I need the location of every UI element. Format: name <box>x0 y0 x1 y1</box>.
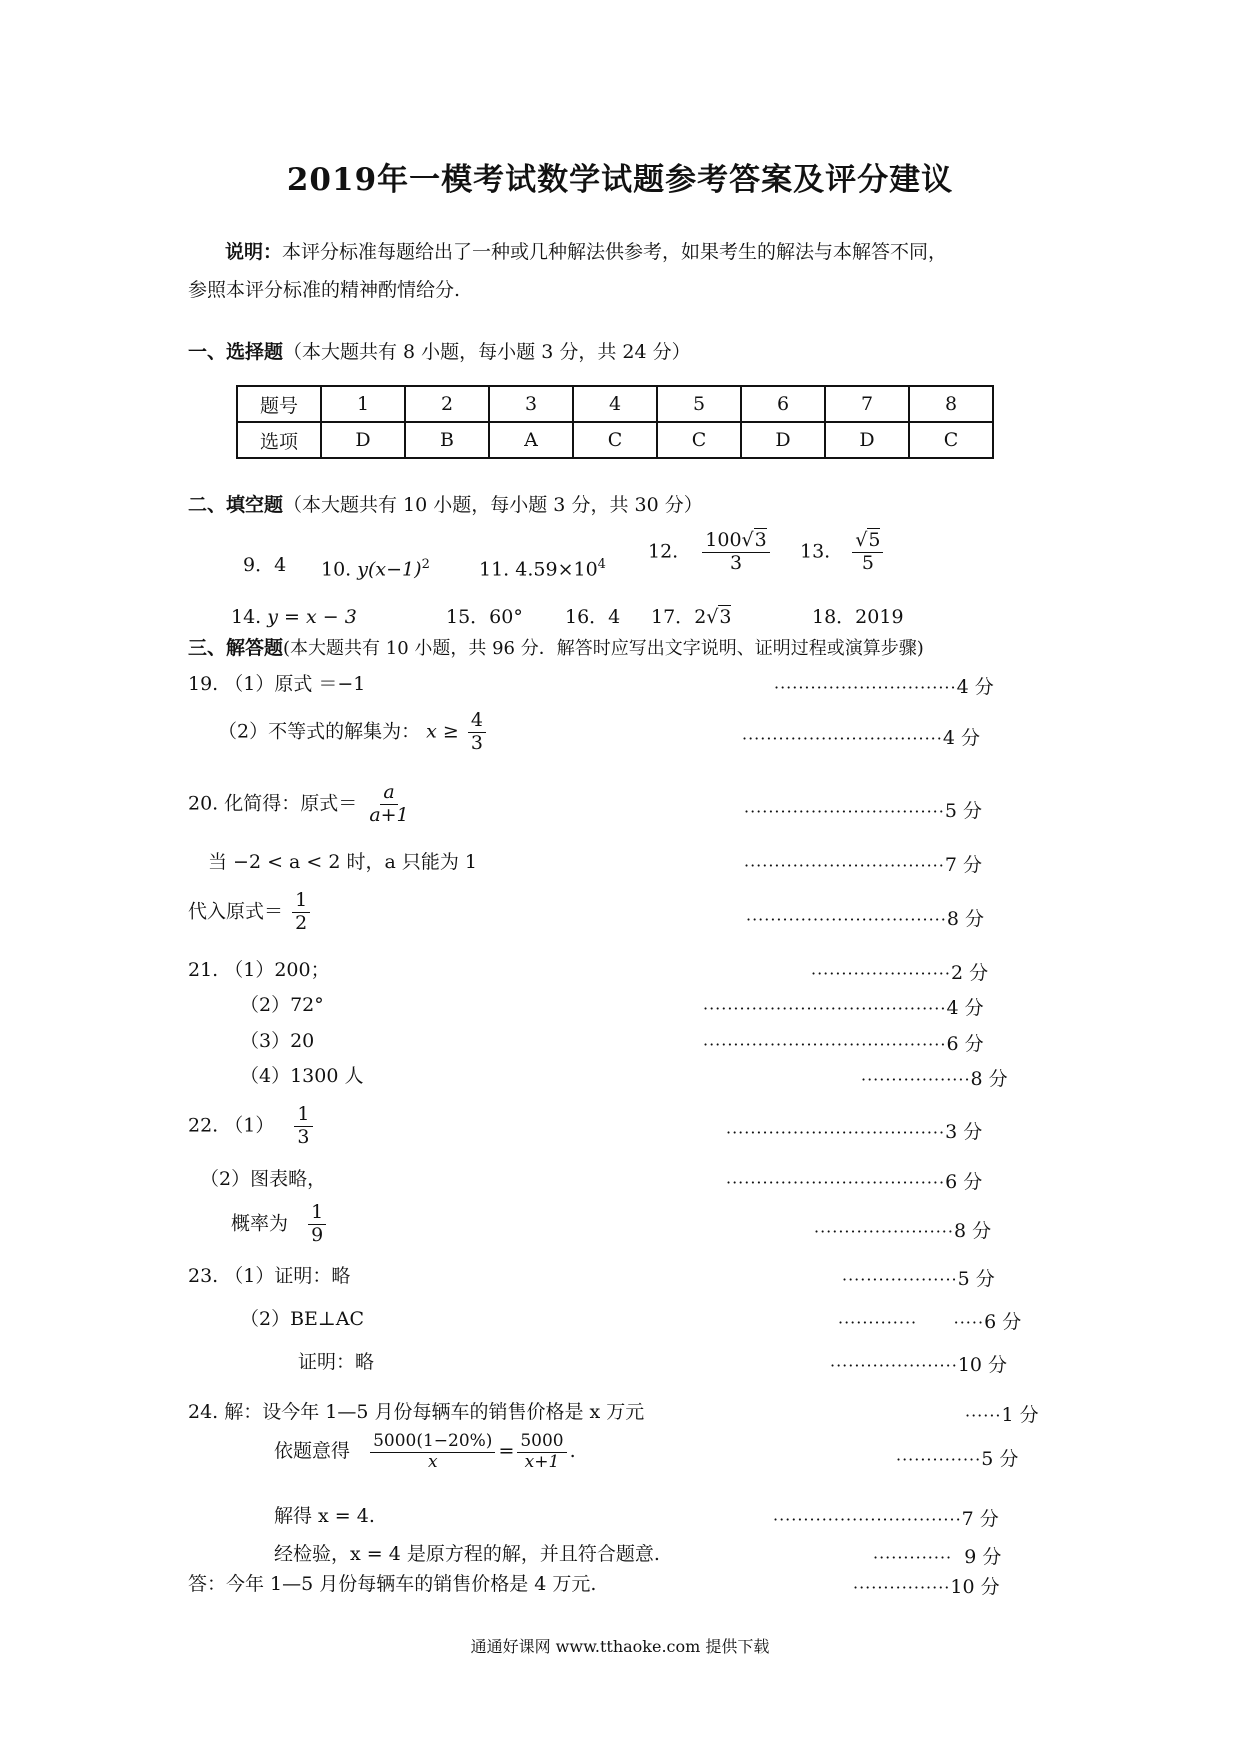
q24-line2-text: 依题意得 <box>274 1440 351 1463</box>
fill-q15: 15．60° <box>446 606 523 628</box>
page-title: 2019年一模考试数学试题参考答案及评分建议 <box>286 162 954 198</box>
fill-q13 <box>800 530 886 575</box>
q21-part3: （3）20 <box>240 1030 315 1052</box>
q24-line1: 24. 解：设今年 1—5 月份每辆车的销售价格是 x 万元 <box>188 1401 645 1423</box>
table-cell: C <box>909 422 993 458</box>
q24-right-denom: x+1 <box>524 1451 560 1472</box>
fill-q12-rad: 3 <box>754 529 767 551</box>
leader-dots: ································· <box>744 856 945 875</box>
leader-dots: ··················· <box>842 1270 958 1289</box>
score-q22-2-value: 6 分 <box>945 1171 983 1193</box>
table-cell: 3 <box>489 386 573 422</box>
score-q23-2-value: 6 分 <box>984 1311 1022 1333</box>
score-q23-1-value: 5 分 <box>957 1268 995 1290</box>
fill-q11 <box>479 553 606 581</box>
note-line-2: 参照本评分标准的精神酌情给分. <box>188 279 461 301</box>
q20-part-c <box>188 890 313 935</box>
score-q21-1-value: 2 分 <box>950 962 989 984</box>
leader-dots: ············· <box>873 1548 965 1567</box>
score-q24-4-value: 9 分 <box>964 1546 1002 1568</box>
q23-part1: 23. （1）证明：略 <box>188 1265 351 1287</box>
q23-part2: （2）BE⊥AC <box>240 1308 365 1330</box>
q20-part-c-text: 代入原式＝ <box>188 900 284 923</box>
q23-part3: 证明：略 <box>298 1351 375 1373</box>
score-q21-4 <box>861 1064 1008 1091</box>
score-q20-c-value: 8 分 <box>946 908 984 930</box>
fill-q12-numer: 100 <box>705 529 742 551</box>
q19-part2-fraction <box>468 710 486 755</box>
q24-right-fraction <box>517 1432 566 1472</box>
fill-q10 <box>321 553 430 581</box>
fill-q13-denom: 5 <box>861 551 874 574</box>
score-q24-3 <box>773 1504 999 1531</box>
fill-q14 <box>231 605 357 629</box>
note-label: 说明： <box>225 241 283 263</box>
q22-part3-numer: 1 <box>308 1202 326 1225</box>
table-cell: 5 <box>657 386 741 422</box>
fill-q18: 18．2019 <box>812 606 904 628</box>
table-cell: 8 <box>909 386 993 422</box>
table-cell: B <box>405 422 489 458</box>
table-cell: 4 <box>573 386 657 422</box>
fill-q13-rad: 5 <box>868 529 881 551</box>
section-1-heading <box>188 340 691 364</box>
score-q23-3 <box>830 1350 1007 1377</box>
table-row-label: 题号 <box>237 386 321 422</box>
score-q21-2 <box>703 993 984 1020</box>
section-3-label: 三、解答题 <box>188 637 284 659</box>
score-q24-2 <box>896 1444 1018 1471</box>
answer-table-number-row <box>237 386 993 422</box>
fill-q13-fraction <box>852 530 883 575</box>
q24-line4: 经检验，x = 4 是原方程的解，并且符合题意. <box>274 1543 660 1565</box>
score-q24-5-value: 10 分 <box>950 1576 1000 1598</box>
fill-q10-exp: 2 <box>421 557 430 572</box>
score-q24-3-value: 7 分 <box>961 1508 999 1530</box>
fill-q14-num: 14. <box>231 606 262 628</box>
score-q20-c <box>746 904 984 931</box>
q22-part1-fraction <box>294 1104 312 1149</box>
q24-period: . <box>569 1440 576 1463</box>
q21-part4: （4）1300 人 <box>240 1065 364 1087</box>
note-line-1 <box>225 240 947 264</box>
score-q24-1-value: 1 分 <box>1001 1404 1039 1426</box>
score-q19-2-value: 4 分 <box>942 727 980 749</box>
score-q19-1 <box>774 672 994 699</box>
section-1-desc: （本大题共有 8 小题，每小题 3 分，共 24 分） <box>283 341 691 363</box>
q22-part1 <box>188 1104 316 1149</box>
q19-part2-denom: 3 <box>470 731 483 754</box>
fill-q17-rad: 3 <box>719 606 732 628</box>
table-cell: D <box>321 422 405 458</box>
q24-left-fraction <box>370 1432 495 1472</box>
table-cell: C <box>657 422 741 458</box>
section-3-desc: (本大题共有 10 小题，共 96 分．解答时应写出文字说明、证明过程或演算步骤) <box>283 638 924 659</box>
section-2-desc: （本大题共有 10 小题，每小题 3 分，共 30 分） <box>283 494 703 516</box>
q20-part-a <box>188 782 415 827</box>
q21-part1: 21. （1）200； <box>188 959 330 981</box>
q24-line5: 答：今年 1—5 月份每辆车的销售价格是 4 万元. <box>188 1573 597 1595</box>
score-q23-3-value: 10 分 <box>957 1354 1008 1376</box>
fill-q14-expr: y = x − 3 <box>267 606 357 628</box>
score-q20-b <box>744 850 982 877</box>
score-q21-3-value: 6 分 <box>946 1033 984 1055</box>
q20-part-c-fraction <box>292 890 310 935</box>
leader-dots: ······················· <box>814 1222 954 1241</box>
leader-dots: ················ <box>853 1578 951 1597</box>
table-cell: 2 <box>405 386 489 422</box>
score-q22-3-value: 8 分 <box>953 1220 992 1242</box>
leader-dots: ···································· <box>726 1123 946 1142</box>
fraction-numerator: 100√3 <box>702 530 769 553</box>
fill-q17: 17．2√3 <box>651 606 732 628</box>
note-text-1: 本评分标准每题给出了一种或几种解法供参考，如果考生的解法与本解答不同， <box>282 241 948 263</box>
q20-part-c-numer: 1 <box>292 890 310 913</box>
q24-line3: 解得 x = 4. <box>274 1505 375 1527</box>
leader-dots: ······························· <box>773 1510 962 1529</box>
score-q23-1 <box>842 1264 995 1291</box>
score-q23-2 <box>838 1307 1021 1334</box>
leader-dots: ············· ····· <box>838 1313 985 1332</box>
q22-part3-denom: 9 <box>311 1223 324 1246</box>
page-footer: 通通好课网 www.tthaoke.com 提供下载 <box>470 1637 770 1656</box>
fill-q11-num: 11. <box>479 558 510 581</box>
q22-part3-text: 概率为 <box>231 1212 289 1235</box>
q22-part3 <box>231 1202 329 1247</box>
q19-part1: 19. （1）原式 ＝−1 <box>188 673 366 695</box>
q19-part2-text: （2）不等式的解集为： <box>218 720 421 743</box>
table-row-label: 选项 <box>237 422 321 458</box>
q20-part-b: 当 −2 < a < 2 时，a 只能为 1 <box>208 851 477 873</box>
fraction-numerator: √5 <box>852 530 883 553</box>
leader-dots: ······················· <box>811 964 951 983</box>
fill-q13-num: 13. <box>800 540 831 563</box>
q20-part-c-denom: 2 <box>295 911 308 934</box>
leader-dots: ·················· <box>861 1070 971 1089</box>
fill-q12-fraction <box>702 530 769 575</box>
fill-q11-expr: 4.59×10 <box>515 558 598 581</box>
table-cell: 7 <box>825 386 909 422</box>
table-cell: D <box>741 422 825 458</box>
leader-dots: ································· <box>746 910 947 929</box>
q20-denom: a+1 <box>369 803 409 826</box>
leader-dots: ······ <box>965 1406 1002 1425</box>
score-q21-1 <box>811 958 988 985</box>
table-cell: D <box>825 422 909 458</box>
q20-fraction <box>366 782 411 827</box>
q24-left-denom: x <box>427 1451 438 1472</box>
section-1-label: 一、选择题 <box>188 341 284 363</box>
q24-left-numer: 5000(1−20%) <box>370 1432 495 1453</box>
q24-right-numer: 5000 <box>517 1432 566 1453</box>
fill-q16: 16．4 <box>565 606 621 628</box>
leader-dots: ································· <box>744 802 945 821</box>
answer-table <box>236 385 994 459</box>
fill-q12-denom: 3 <box>729 551 743 574</box>
fill-q10-num: 10. <box>321 558 352 581</box>
score-q22-3 <box>814 1216 991 1243</box>
leader-dots: ·············· <box>896 1450 982 1469</box>
leader-dots: ······························ <box>774 678 957 697</box>
score-q24-1 <box>965 1400 1039 1427</box>
leader-dots: ····················· <box>830 1356 958 1375</box>
fill-q12-num: 12. <box>648 540 679 563</box>
score-q19-2 <box>742 723 980 750</box>
leader-dots: ···································· <box>726 1173 946 1192</box>
score-q22-2 <box>726 1167 982 1194</box>
q24-equals: = <box>498 1440 515 1463</box>
q19-part2-expr: x ≥ <box>426 720 459 743</box>
fill-q12 <box>648 530 773 575</box>
leader-dots: ········································ <box>703 999 947 1018</box>
section-2-heading <box>188 493 703 517</box>
section-2-label: 二、填空题 <box>188 494 284 516</box>
q20-numer: a <box>380 782 397 805</box>
q22-part1-numer: 1 <box>294 1104 312 1127</box>
section-3-heading <box>188 636 924 661</box>
table-cell: A <box>489 422 573 458</box>
table-cell: 6 <box>741 386 825 422</box>
score-q19-1-value: 4 分 <box>956 676 994 698</box>
q22-part3-fraction <box>308 1202 326 1247</box>
q20-part-a-text: 20. 化简得：原式＝ <box>188 792 358 815</box>
score-q20-b-value: 7 分 <box>944 854 982 876</box>
q24-line2 <box>274 1432 576 1472</box>
table-cell: 1 <box>321 386 405 422</box>
leader-dots: ································· <box>742 729 943 748</box>
score-q21-4-value: 8 分 <box>970 1068 1008 1090</box>
leader-dots: ········································ <box>703 1035 947 1054</box>
q22-part1-denom: 3 <box>297 1125 310 1148</box>
q19-part2 <box>218 710 489 755</box>
score-q20-a-value: 5 分 <box>944 800 982 822</box>
answer-table-option-row <box>237 422 993 458</box>
fill-q11-exp: 4 <box>597 557 606 572</box>
fill-q10-expr: y(x−1) <box>357 558 422 581</box>
q21-part2: （2）72° <box>240 994 324 1016</box>
q22-part1-text: 22. （1） <box>188 1114 275 1137</box>
q19-part2-numer: 4 <box>468 710 486 733</box>
fill-q17-coef: 2 <box>694 606 707 628</box>
score-q24-5 <box>853 1572 1000 1599</box>
score-q22-1 <box>726 1117 982 1144</box>
score-q24-2-value: 5 分 <box>981 1448 1019 1470</box>
score-q22-1-value: 3 分 <box>945 1121 983 1143</box>
fill-q9: 9．4 <box>243 554 287 576</box>
q22-part2: （2）图表略， <box>200 1168 327 1190</box>
score-q20-a <box>744 796 982 823</box>
score-q21-2-value: 4 分 <box>946 997 984 1019</box>
score-q24-4 <box>873 1542 1001 1569</box>
fill-q17-num: 17． <box>651 606 695 628</box>
score-q21-3 <box>703 1029 984 1056</box>
table-cell: C <box>573 422 657 458</box>
